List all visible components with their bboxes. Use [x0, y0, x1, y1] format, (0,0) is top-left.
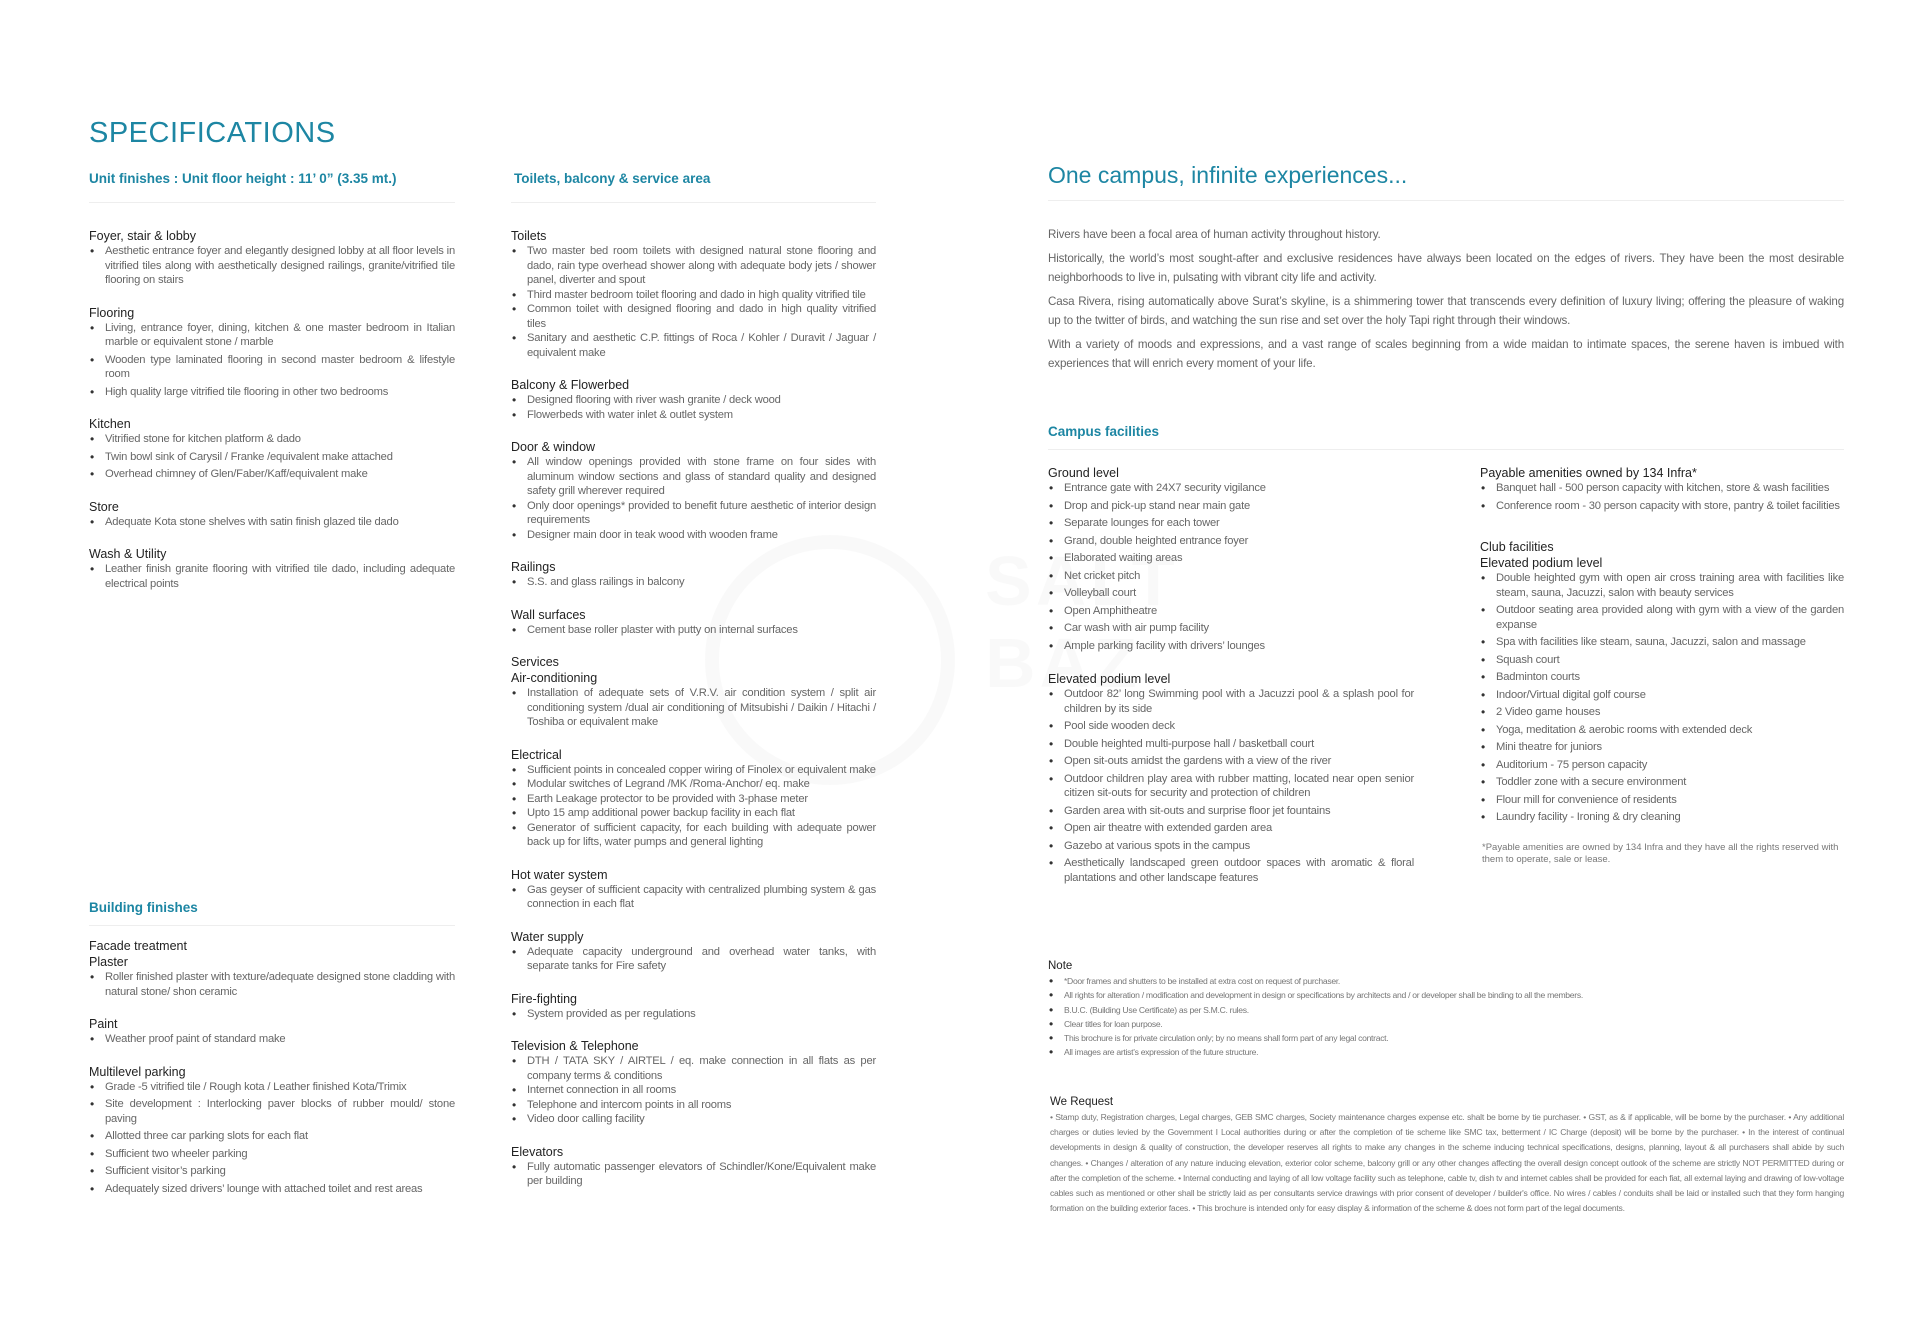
building-finishes-section [89, 900, 455, 1213]
list-item: • Modular switches of Legrand /MK /Roma-Anchor/ eq. make [511, 777, 876, 792]
bullet-list [511, 575, 876, 590]
toilets-section-title: Toilets, balcony & service area [514, 171, 711, 186]
bullet-list [89, 321, 455, 400]
group-heading: Television & Telephone [511, 1039, 639, 1053]
list-item: • High quality large vitrified tile flooring in other two bedrooms [89, 385, 455, 400]
elevated-podium-group [1048, 671, 1414, 885]
list-item: • Generator of sufficient capacity, for each building with adequate power back up for lifts, water pumps and general lighting [511, 821, 876, 850]
spec-group [89, 1016, 455, 1047]
group-heading: Club facilities [1480, 540, 1554, 554]
list-item: • Installation of adequate sets of V.R.V. air condition system / split air conditioning system /dual air conditioning of Mitsubishi / Daikin / Hitachi / Toshiba or equivalent make [511, 686, 876, 730]
bullet-list [511, 1160, 876, 1189]
campus-facilities-section [1048, 424, 1844, 450]
list-item: • Banquet hall - 500 person capacity with kitchen, store & wash facilities [1480, 481, 1844, 496]
group-heading: Ground level [1048, 466, 1119, 480]
list-item: • Third master bedroom toilet flooring and dado in high quality vitrified tile [511, 288, 876, 303]
unit-finishes-section [89, 171, 455, 608]
list-item: • Sanitary and aesthetic C.P. fittings of Roca / Kohler / Duravit / Jaguar / equivalent make [511, 331, 876, 360]
list-item: • Gazebo at various spots in the campus [1048, 839, 1414, 854]
list-item: • DTH / TATA SKY / AIRTEL / eq. make connection in all flats as per company terms & conditions [511, 1054, 876, 1083]
unit-finishes-title: Unit finishes : Unit floor height : 11’ 0” (3.35 mt.) [89, 171, 397, 186]
divider [1048, 200, 1844, 201]
divider [89, 202, 455, 203]
spec-group [89, 416, 455, 482]
campus-title: One campus, infinite experiences... [1048, 162, 1408, 188]
we-request-heading: We Request [1050, 1096, 1114, 1108]
list-item: • Outdoor children play area with rubber matting, located near open senior citizen sit-outs for security and protection of children [1048, 772, 1414, 801]
group-heading: Door & window [511, 440, 596, 454]
list-item: • Adequate Kota stone shelves with satin finish glazed tile dado [89, 515, 455, 530]
page-title: SPECIFICATIONS [89, 117, 336, 149]
group-heading: Services [511, 655, 559, 669]
list-item: • Aesthetic entrance foyer and elegantly designed lobby at all floor levels in vitrified tiles along with aesthetically designed railings, granite/vitrified tile flooring on stairs [89, 244, 455, 288]
list-item: • Two master bed room toilets with designed natural stone flooring and dado, rain type overhead shower along with adequate body jets / shower panel, diverter and spout [511, 244, 876, 288]
bullet-list [511, 686, 876, 730]
spec-group [89, 546, 455, 591]
payable-footnote: *Payable amenities are owned by 134 Infra and they have all the rights reserved with them to operate, sale or lease. [1482, 841, 1839, 865]
campus-paragraphs [1048, 225, 1844, 374]
building-finishes-title: Building finishes [89, 900, 198, 915]
list-item: • Toddler zone with a secure environment [1480, 775, 1844, 790]
list-item: • Garden area with sit-outs and surprise floor jet fountains [1048, 804, 1414, 819]
list-item: • Car wash with air pump facility [1048, 621, 1414, 636]
note-item: • All rights for alteration / modification and development in design or specifications by architects and / or developer shall be binding to all the members. [1048, 988, 1844, 1002]
list-item: • Double heighted multi-purpose hall / basketball court [1048, 737, 1414, 752]
spec-group [511, 867, 876, 912]
list-item: • Adequate capacity underground and overhead water tanks, with separate tanks for Fire safety [511, 945, 876, 974]
note-item: • B.U.C. (Building Use Certificate) as per S.M.C. rules. [1048, 1003, 1844, 1017]
note-item: • All images are artist’s expression of the future structure. [1048, 1045, 1844, 1059]
list-item: • Only door openings* provided to benefit future aesthetic of interior design requirements [511, 499, 876, 528]
bullet-list [511, 623, 876, 638]
group-heading: Toilets [511, 229, 547, 243]
list-item: • S.S. and glass railings in balcony [511, 575, 876, 590]
list-item: • Fully automatic passenger elevators of Schindler/Kone/Equivalent make per building [511, 1160, 876, 1189]
list-item: • Laundry facility - Ironing & dry cleaning [1480, 810, 1844, 825]
campus-paragraph: Rivers have been a focal area of human activity throughout history. [1048, 228, 1381, 241]
bullet-list [89, 432, 455, 482]
bullet-list [511, 455, 876, 542]
campus-intro-section [1048, 162, 1844, 378]
group-heading: Fire-fighting [511, 991, 577, 1006]
group-heading: Railings [511, 560, 556, 574]
spec-group [511, 1144, 876, 1189]
list-item: • Squash court [1480, 653, 1844, 668]
list-item: • Pool side wooden deck [1048, 719, 1414, 734]
list-item: • Auditorium - 75 person capacity [1480, 758, 1844, 773]
toilets-section [511, 171, 876, 1206]
group-heading: Facade treatment [89, 939, 187, 953]
list-item: • Weather proof paint of standard make [89, 1032, 455, 1047]
group-heading: Elevators [511, 1144, 564, 1159]
spec-group [511, 991, 876, 1022]
we-request-section [1050, 1094, 1844, 1216]
list-item: • Grade -5 vitrified tile / Rough kota / Leather finished Kota/Trimix [89, 1080, 455, 1095]
list-item: • Indoor/Virtual digital golf course [1480, 688, 1844, 703]
list-item: • Earth Leakage protector to be provided with 3-phase meter [511, 792, 876, 807]
group-subheading: Plaster [89, 955, 128, 969]
list-item: • Spa with facilities like steam, sauna, Jacuzzi, salon and massage [1480, 635, 1844, 650]
divider [89, 925, 455, 926]
group-heading: Wall surfaces [511, 607, 586, 622]
group-subheading: Air-conditioning [511, 671, 598, 685]
spec-group [89, 499, 455, 530]
list-item: • Elaborated waiting areas [1048, 551, 1414, 566]
note-item: • Clear titles for loan purpose. [1048, 1017, 1844, 1031]
spec-group [511, 559, 876, 590]
note-heading: Note [1048, 960, 1073, 972]
list-item: • Allotted three car parking slots for each flat [89, 1129, 455, 1144]
list-item: • Site development : Interlocking paver blocks of rubber mould/ stone paving [89, 1097, 455, 1126]
divider [511, 202, 876, 203]
facilities-right-column [1480, 465, 1844, 866]
campus-paragraph: Casa Rivera, rising automatically above Surat’s skyline, is a shimmering tower that transcends every definition of luxury living; offering the pleasure of waking up to the twitter of birds, and watching the sun rise and set over the holy Tapi right through their windows. [1048, 294, 1844, 327]
list-item: • Living, entrance foyer, dining, kitchen & one master bedroom in Italian marble or equivalent stone / marble [89, 321, 455, 350]
group-subheading: Elevated podium level [1480, 556, 1603, 570]
bullet-list [89, 1032, 455, 1047]
list-item: • System provided as per regulations [511, 1007, 876, 1022]
list-item: • Ample parking facility with drivers’ lounges [1048, 639, 1414, 654]
list-item: • Flour mill for convenience of residents [1480, 793, 1844, 808]
list-item: • Gas geyser of sufficient capacity with centralized plumbing system & gas connection in each flat [511, 883, 876, 912]
list-item: • Entrance gate with 24X7 security vigilance [1048, 481, 1414, 496]
list-item: • Outdoor seating area provided along with gym with a view of the garden expanse [1480, 603, 1844, 632]
group-heading: Kitchen [89, 417, 131, 431]
list-item: • Cement base roller plaster with putty on internal surfaces [511, 623, 876, 638]
group-heading: Store [89, 499, 119, 514]
list-item: • Conference room - 30 person capacity with store, pantry & toilet facilities [1480, 499, 1844, 514]
list-item: • Leather finish granite flooring with vitrified tile dado, including adequate electrical points [89, 562, 455, 591]
list-item: • Open air theatre with extended garden area [1048, 821, 1414, 836]
list-item: • Net cricket pitch [1048, 569, 1414, 584]
list-item: • Double heighted gym with open air cross training area with facilities like steam, sauna, Jacuzzi, salon with beauty services [1480, 571, 1844, 600]
note-list [1048, 974, 1844, 1060]
list-item: • Open Amphitheatre [1048, 604, 1414, 619]
group-heading: Payable amenities owned by 134 Infra* [1480, 466, 1697, 480]
list-item: • Badminton courts [1480, 670, 1844, 685]
spec-group [511, 747, 876, 850]
list-item: • Roller finished plaster with texture/adequate designed stone cladding with natural stone/ shon ceramic [89, 970, 455, 999]
spec-group [511, 607, 876, 638]
bullet-list [511, 1054, 876, 1127]
list-item: • Video door calling facility [511, 1112, 876, 1127]
group-heading: Water supply [511, 929, 584, 944]
list-item: • Flowerbeds with water inlet & outlet system [511, 408, 876, 423]
note-section [1048, 958, 1844, 1060]
list-item: • Yoga, meditation & aerobic rooms with extended deck [1480, 723, 1844, 738]
facilities-left-column [1048, 465, 1414, 902]
list-item: • Vitrified stone for kitchen platform & dado [89, 432, 455, 447]
group-heading: Balcony & Flowerbed [511, 378, 630, 392]
spec-group [511, 439, 876, 542]
list-item: • Sufficient two wheeler parking [89, 1147, 455, 1162]
list-item: • Wooden type laminated flooring in second master bedroom & lifestyle room [89, 353, 455, 382]
list-item: • Separate lounges for each tower [1048, 516, 1414, 531]
bullet-list [511, 244, 876, 360]
payable-amenities-group [1480, 465, 1844, 513]
bullet-list [89, 515, 455, 530]
we-request-text: • Stamp duty, Registration charges, Legal charges, GEB SMC charges, Society maintenance charges expense etc. shalt be borne by tie purchaser. • GST, as & if applicable, will be borne by the purchaser. • Any additional charges or duties levied by the Government I Local authorities during or after the completion of tie scheme like SMC tax, betterment / IC Charge (deposit) will be borne by the purchaser. • In the interest of continual developments in design & quality of construction, the developer reserves all rights to make any changes in the scheme inducing technical specifications, designs, planning, layout & all purchasers shall abide by such changes. • Changes / alteration of any nature inducing elevation, exterior color scheme, balcony grill or any other changes affecting the overall design concept outlook of the scheme are strictly NOT PERMITTED during or after the completion of the scheme. • Internal conducting and laying of all low voltage facility such as telephone, cable tv, dish tv and internet cables shall be provided for each fiat, all external laying and drawing of low-voltage cables such as mentioned or other shall be strictly laid as per consultants service drawings with prior consent of developer / builder's office. No wires / cables / conduits shall be laid or installed such that they form hanging formation on the building exterior faces. • This brochure is intended only for easy display & information of the scheme & does not form part of the legal documents. [1050, 1112, 1844, 1214]
unit-finishes-groups [89, 228, 455, 591]
group-heading: Multilevel parking [89, 1064, 186, 1079]
list-item: • Sufficient visitor’s parking [89, 1164, 455, 1179]
club-facilities-group [1480, 539, 1844, 825]
campus-paragraph: Historically, the world’s most sought-after and exclusive residences have always been located on the edges of rivers. They have been the most desirable neighborhoods to live in, pulsating with vibrant city life and activity. [1048, 251, 1844, 284]
group-heading: Elevated podium level [1048, 672, 1171, 686]
campus-paragraph: With a variety of moods and expressions, and a vast range of scales beginning from a wide maidan to intimate spaces, the serene haven is imbued with experiences that will enrich every moment of your life. [1048, 337, 1844, 370]
bullet-list [511, 763, 876, 850]
spec-group [511, 1038, 876, 1127]
list-item: • Common toilet with designed flooring and dado in high quality vitrified tiles [511, 302, 876, 331]
bullet-list [1480, 481, 1844, 513]
bullet-list [511, 393, 876, 422]
bullet-list [1480, 571, 1844, 825]
toilets-groups [511, 228, 876, 1189]
group-heading: Foyer, stair & lobby [89, 229, 196, 243]
bullet-list [1048, 481, 1414, 653]
list-item: • 2 Video game houses [1480, 705, 1844, 720]
spec-group [511, 929, 876, 974]
divider [1048, 449, 1844, 450]
list-item: • Upto 15 amp additional power backup facility in each flat [511, 806, 876, 821]
list-item: • Volleyball court [1048, 586, 1414, 601]
list-item: • Designer main door in teak wood with wooden frame [511, 528, 876, 543]
group-heading: Wash & Utility [89, 547, 167, 561]
note-item: • This brochure is for private circulation only; by no means shall form part of any legal contract. [1048, 1031, 1844, 1045]
list-item: • All window openings provided with stone frame on four sides with aluminum window sections and glass of standard quality and designed safety grill wherever required [511, 455, 876, 499]
bullet-list [89, 562, 455, 591]
list-item: • Open sit-outs amidst the gardens with a view of the river [1048, 754, 1414, 769]
group-heading: Flooring [89, 305, 135, 320]
spec-group [511, 377, 876, 422]
spec-group [89, 305, 455, 400]
group-heading: Electrical [511, 747, 562, 762]
list-item: • Sufficient points in concealed copper wiring of Finolex or equivalent make [511, 763, 876, 778]
spec-group [511, 654, 876, 730]
list-item: • Designed flooring with river wash granite / deck wood [511, 393, 876, 408]
list-item: • Adequately sized drivers’ lounge with attached toilet and rest areas [89, 1182, 455, 1197]
group-heading: Paint [89, 1017, 118, 1031]
list-item: • Mini theatre for juniors [1480, 740, 1844, 755]
bullet-list [511, 1007, 876, 1022]
bullet-list [1048, 687, 1414, 885]
bullet-list [511, 883, 876, 912]
campus-facilities-title: Campus facilities [1048, 424, 1160, 439]
list-item: • Twin bowl sink of Carysil / Franke /equivalent make attached [89, 450, 455, 465]
list-item: • Grand, double heighted entrance foyer [1048, 534, 1414, 549]
bullet-list [511, 945, 876, 974]
building-finishes-groups [89, 938, 455, 1196]
bullet-list [89, 1080, 455, 1197]
ground-level-group [1048, 465, 1414, 653]
spec-group [89, 1064, 455, 1197]
bullet-list [89, 970, 455, 999]
note-item: • *Door frames and shutters to be installed at extra cost on request of purchaser. [1048, 974, 1844, 988]
list-item: • Telephone and intercom points in all rooms [511, 1098, 876, 1113]
spec-group [89, 228, 455, 288]
spec-group [511, 228, 876, 360]
spec-group [89, 938, 455, 999]
list-item: • Internet connection in all rooms [511, 1083, 876, 1098]
list-item: • Overhead chimney of Glen/Faber/Kaff/equivalent make [89, 467, 455, 482]
list-item: • Aesthetically landscaped green outdoor spaces with aromatic & floral plantations and other landscape features [1048, 856, 1414, 885]
bullet-list [89, 244, 455, 288]
group-heading: Hot water system [511, 867, 608, 882]
list-item: • Outdoor 82’ long Swimming pool with a Jacuzzi pool & a splash pool for children by its side [1048, 687, 1414, 716]
list-item: • Drop and pick-up stand near main gate [1048, 499, 1414, 514]
